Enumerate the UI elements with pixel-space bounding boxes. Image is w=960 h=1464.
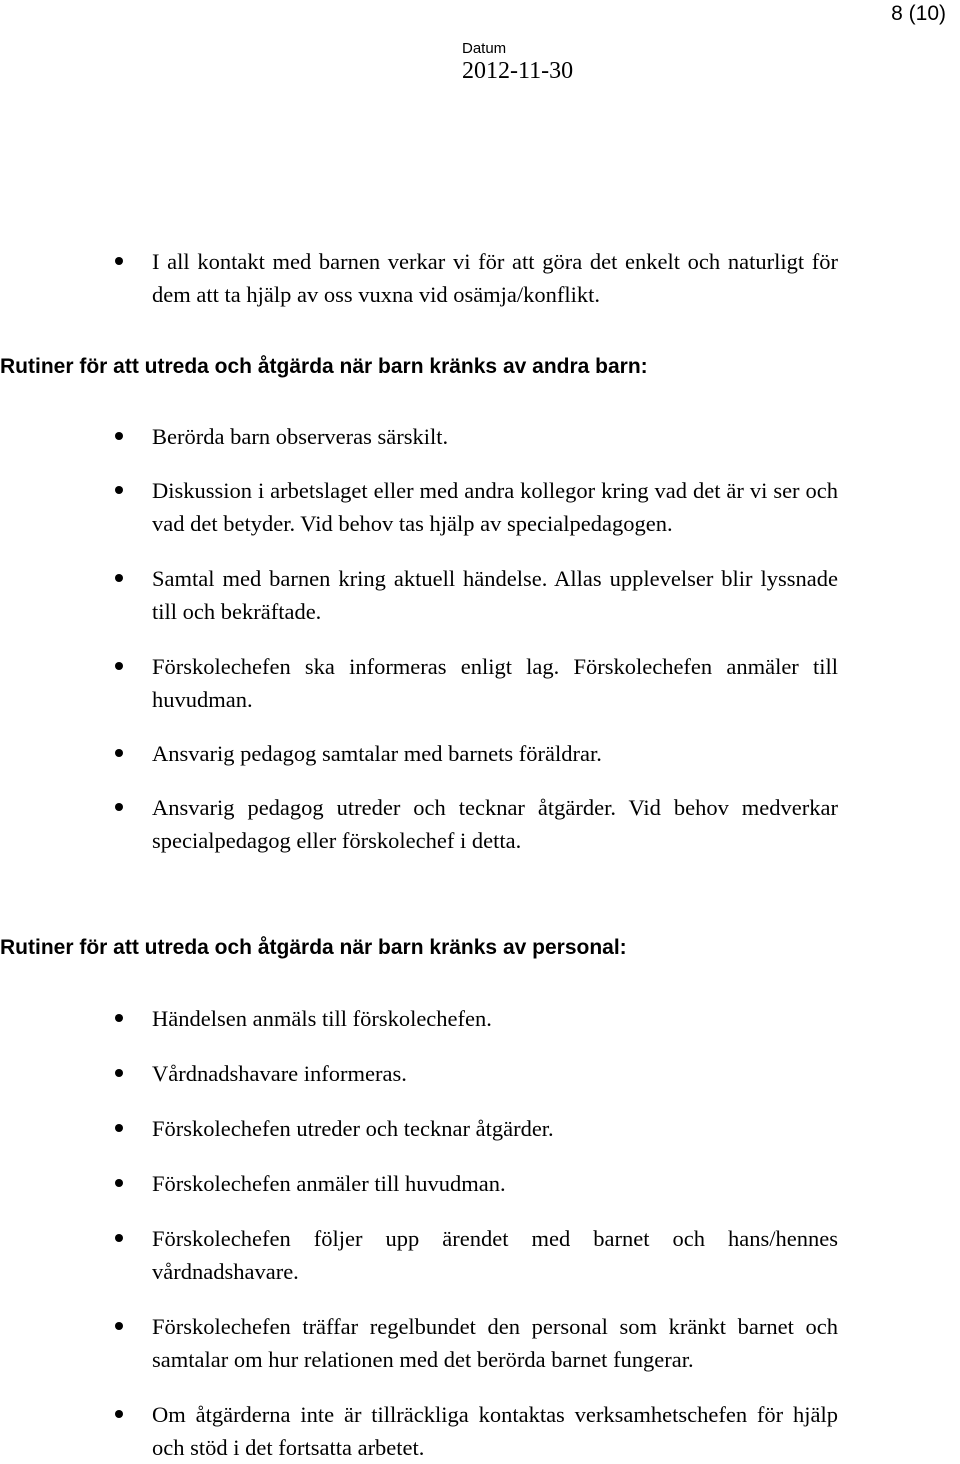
list-item <box>0 1057 960 1090</box>
list-item-text: Diskussion i arbetslaget eller med andra kollegor kring vad det är vi ser och vad det betyder. Vid behov tas hjälp av specialpedagogen. <box>152 478 838 536</box>
list-item-text: Förskolechefen träffar regelbundet den personal som kränkt barnet och samtalar om hur relationen med det berörda barnet fungerar. <box>152 1314 838 1372</box>
list-item-text: Berörda barn observeras särskilt. <box>152 424 449 449</box>
children-routine-list <box>0 420 960 857</box>
list-item <box>0 1167 960 1200</box>
staff-routine-list <box>0 1002 960 1464</box>
page-number: 8 (10) <box>891 2 946 25</box>
list-item-text: Vårdnadshavare informeras. <box>152 1061 407 1086</box>
list-item-text: Händelsen anmäls till förskolechefen. <box>152 1006 492 1031</box>
list-item-text: Ansvarig pedagog utreder och tecknar åtgärder. Vid behov medverkar specialpedagog eller förskolechef i detta. <box>152 795 838 853</box>
bullet-icon <box>115 1322 123 1330</box>
list-item-text: Förskolechefen följer upp ärendet med barnet och hans/hennes vårdnadshavare. <box>152 1226 838 1284</box>
bullet-icon <box>115 574 123 582</box>
list-item <box>0 562 960 628</box>
bullet-icon <box>115 1014 123 1022</box>
bullet-icon <box>115 1124 123 1132</box>
list-item <box>0 1002 960 1035</box>
bullet-icon <box>115 749 123 757</box>
date-value: 2012-11-30 <box>462 58 574 84</box>
list-item-text: Förskolechefen utreder och tecknar åtgärder. <box>152 1116 554 1141</box>
bullet-icon <box>115 486 123 494</box>
bullet-icon <box>115 432 123 440</box>
bullet-icon <box>115 1410 123 1418</box>
bullet-icon <box>115 257 123 265</box>
section-heading-staff: Rutiner för att utreda och åtgärda när barn kränks av personal: <box>0 936 627 959</box>
bullet-icon <box>115 803 123 811</box>
list-item <box>0 650 960 716</box>
section-heading-children: Rutiner för att utreda och åtgärda när barn kränks av andra barn: <box>0 355 648 378</box>
bullet-icon <box>115 1179 123 1187</box>
bullet-icon <box>115 1234 123 1242</box>
list-item-text: Om åtgärderna inte är tillräckliga kontaktas verksamhetschefen för hjälp och stöd i det fortsatta arbetet. <box>152 1402 838 1460</box>
list-item <box>0 1112 960 1145</box>
date-label: Datum <box>462 40 507 57</box>
list-item <box>0 1310 960 1376</box>
intro-list <box>0 245 960 311</box>
bullet-icon <box>115 662 123 670</box>
list-item <box>0 245 960 311</box>
list-item <box>0 474 960 540</box>
list-item <box>0 1398 960 1464</box>
list-item <box>0 1222 960 1288</box>
bullet-icon <box>115 1069 123 1077</box>
list-item-text: Samtal med barnen kring aktuell händelse. Allas upplevelser blir lyssnade till och bekräftade. <box>152 566 838 624</box>
list-item-text: Ansvarig pedagog samtalar med barnets föräldrar. <box>152 741 602 766</box>
list-item <box>0 420 960 453</box>
list-item-text: I all kontakt med barnen verkar vi för att göra det enkelt och naturligt för dem att ta hjälp av oss vuxna vid osämja/konflikt. <box>152 249 838 307</box>
list-item <box>0 737 960 770</box>
list-item-text: Förskolechefen ska informeras enligt lag. Förskolechefen anmäler till huvudman. <box>152 654 838 712</box>
list-item-text: Förskolechefen anmäler till huvudman. <box>152 1171 506 1196</box>
date-block <box>462 40 573 85</box>
list-item <box>0 791 960 857</box>
